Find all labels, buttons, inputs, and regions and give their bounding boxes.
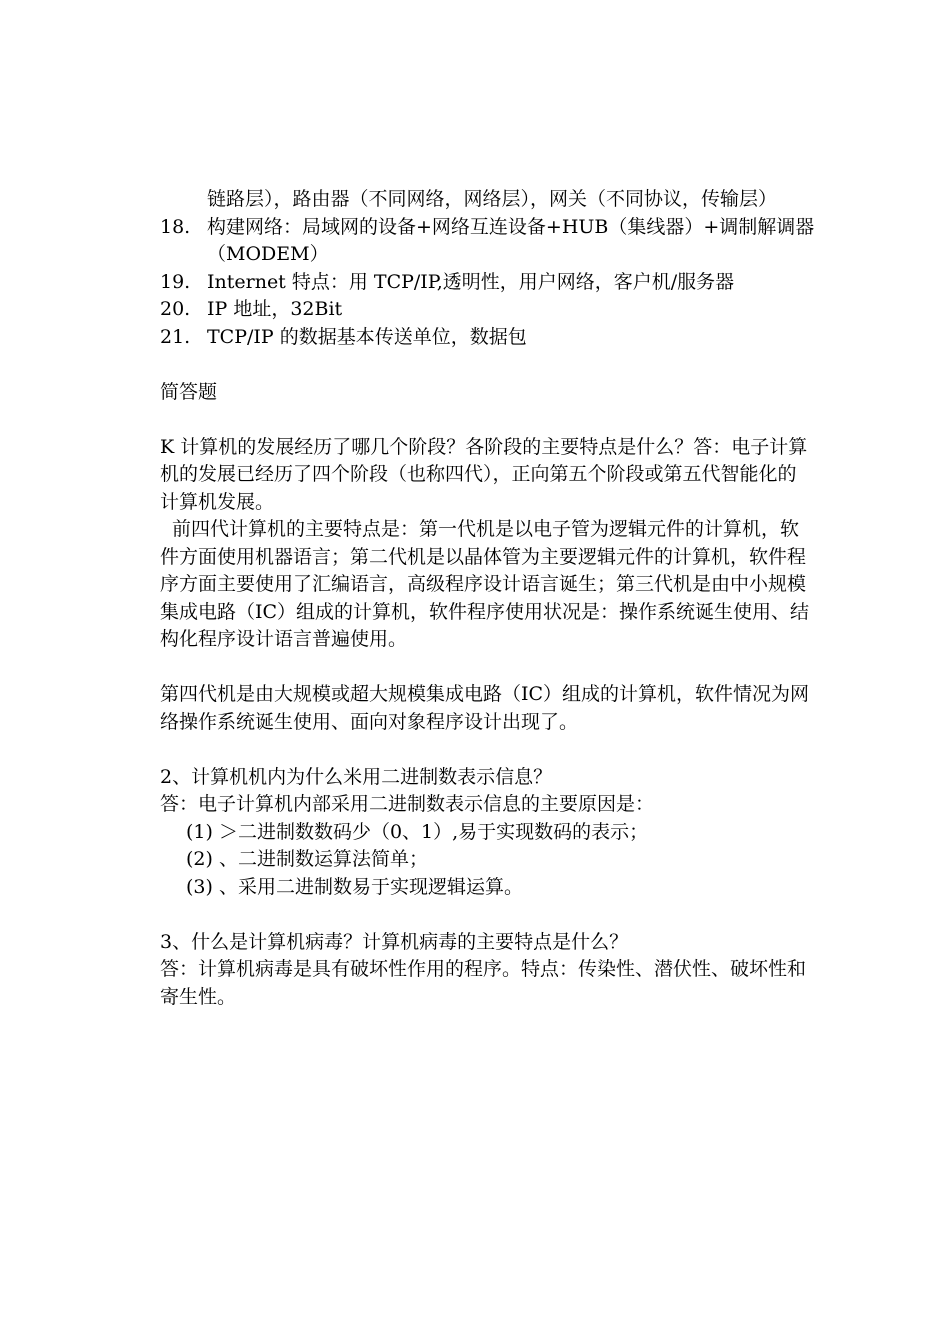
list-item-number: 18.: [160, 215, 191, 238]
answer-3-line: 寄生性。: [160, 985, 237, 1008]
answer-3-line: 答：计算机病毒是具有破坏性作用的程序。特点：传染性、潜伏性、破坏性和: [160, 958, 807, 980]
list-item: [160, 324, 930, 352]
list-item: [160, 296, 930, 324]
list-item-number: 21.: [160, 325, 191, 348]
question-1-line: K 计算机的发展经历了哪几个阶段？各阶段的主要特点是什么？答：电子计算: [160, 435, 808, 458]
answer-2-point: (2) 、二进制数运算法简单；: [186, 848, 428, 870]
document-body: [160, 186, 930, 1011]
fourth-generation-line: 第四代机是由大规模或超大规模集成电路（IC）组成的计算机，软件情况为网: [160, 683, 810, 705]
answer-2-point: (1) ＞二进制数数码少（0、1）,易于实现数码的表示；: [186, 820, 649, 843]
question-1-line: 机的发展已经历了四个阶段（也称四代），正向第五个阶段或第五代智能化的: [160, 463, 797, 485]
question-2: 2、计算机机内为什么米用二进制数表示信息？: [160, 765, 553, 788]
generations-line: 件方面使用机器语言；第二代机是以晶体管为主要逻辑元件的计算机，软件程: [160, 545, 807, 568]
list-item-text: Internet 特点：用 TCP/IP,透明性，用户网络，客户机/服务器: [207, 270, 735, 293]
question-1-paragraph: [160, 434, 930, 517]
section-title: 简答题: [160, 380, 218, 403]
generations-line: 集成电路（IC）组成的计算机，软件程序使用状况是：操作系统诞生使用、结: [160, 600, 810, 623]
answer-2-point: (3) 、采用二进制数易于实现逻辑运算。: [186, 875, 523, 898]
list-item-text-wrap: （MODEM）: [207, 243, 329, 265]
fourth-generation-paragraph: [160, 681, 930, 736]
generations-line: 序方面主要使用了汇编语言，高级程序设计语言诞生；第三代机是由中小规模: [160, 573, 807, 595]
answer-2: 答：电子计算机内部采用二进制数表示信息的主要原因是：: [160, 793, 655, 815]
fourth-generation-line: 络操作系统诞生使用、面向对象程序设计出现了。: [160, 710, 579, 733]
question-1-line: 计算机发展。: [160, 490, 275, 513]
list-item-text: 构建网络：局域网的设备+网络互连设备+HUB（集线器）+调制解调器: [207, 215, 815, 238]
list-continuation-line: 链路层），路由器（不同网络，网络层），网关（不同协议，传输层）: [207, 188, 778, 210]
list-item: [160, 214, 930, 269]
question-3: 3、什么是计算机病毒？计算机病毒的主要特点是什么？: [160, 930, 629, 953]
list-item-text: IP 地址，32Bit: [207, 298, 343, 320]
list-item-number: 19.: [160, 270, 191, 293]
generations-paragraph: [160, 516, 930, 654]
generations-line: 前四代计算机的主要特点是：第一代机是以电子管为逻辑元件的计算机，软: [172, 518, 800, 540]
list-item-number: 20.: [160, 298, 191, 320]
generations-line: 构化程序设计语言普遍使用。: [160, 628, 408, 650]
list-item: [160, 269, 930, 297]
list-item-text: TCP/IP 的数据基本传送单位，数据包: [207, 325, 527, 348]
